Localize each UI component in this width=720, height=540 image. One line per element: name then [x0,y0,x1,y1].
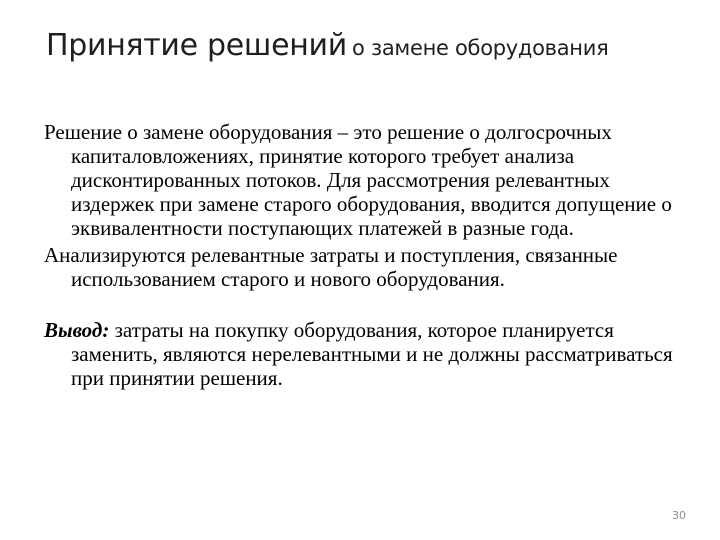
slide-title-main: Принятие решений [46,28,347,63]
slide-body [44,120,684,390]
slide-number: 30 [672,509,686,522]
slide-title-sub: о замене оборудования [352,36,609,60]
paragraph-replacement-decision: Решение о замене оборудования – это решение о долгосрочных капиталовложениях, принятие которого требует анализа дисконтированных потоков. Для рассмотрения релевантных издержек при замене старого оборудования, вводится допущение о эквивалентности поступающих платежей в разные года. [44,120,672,240]
slide-title [46,28,686,63]
conclusion-label: Вывод: [44,318,110,342]
paragraph-conclusion [44,318,684,390]
paragraph-relevant-costs: Анализируются релевантные затраты и поступления, связанные использованием старого и нового оборудования. [44,243,618,291]
conclusion-text: затраты на покупку оборудования, которое планируется заменить, являются нерелевантными и не должны рассматриваться при принятии решения. [71,318,673,390]
